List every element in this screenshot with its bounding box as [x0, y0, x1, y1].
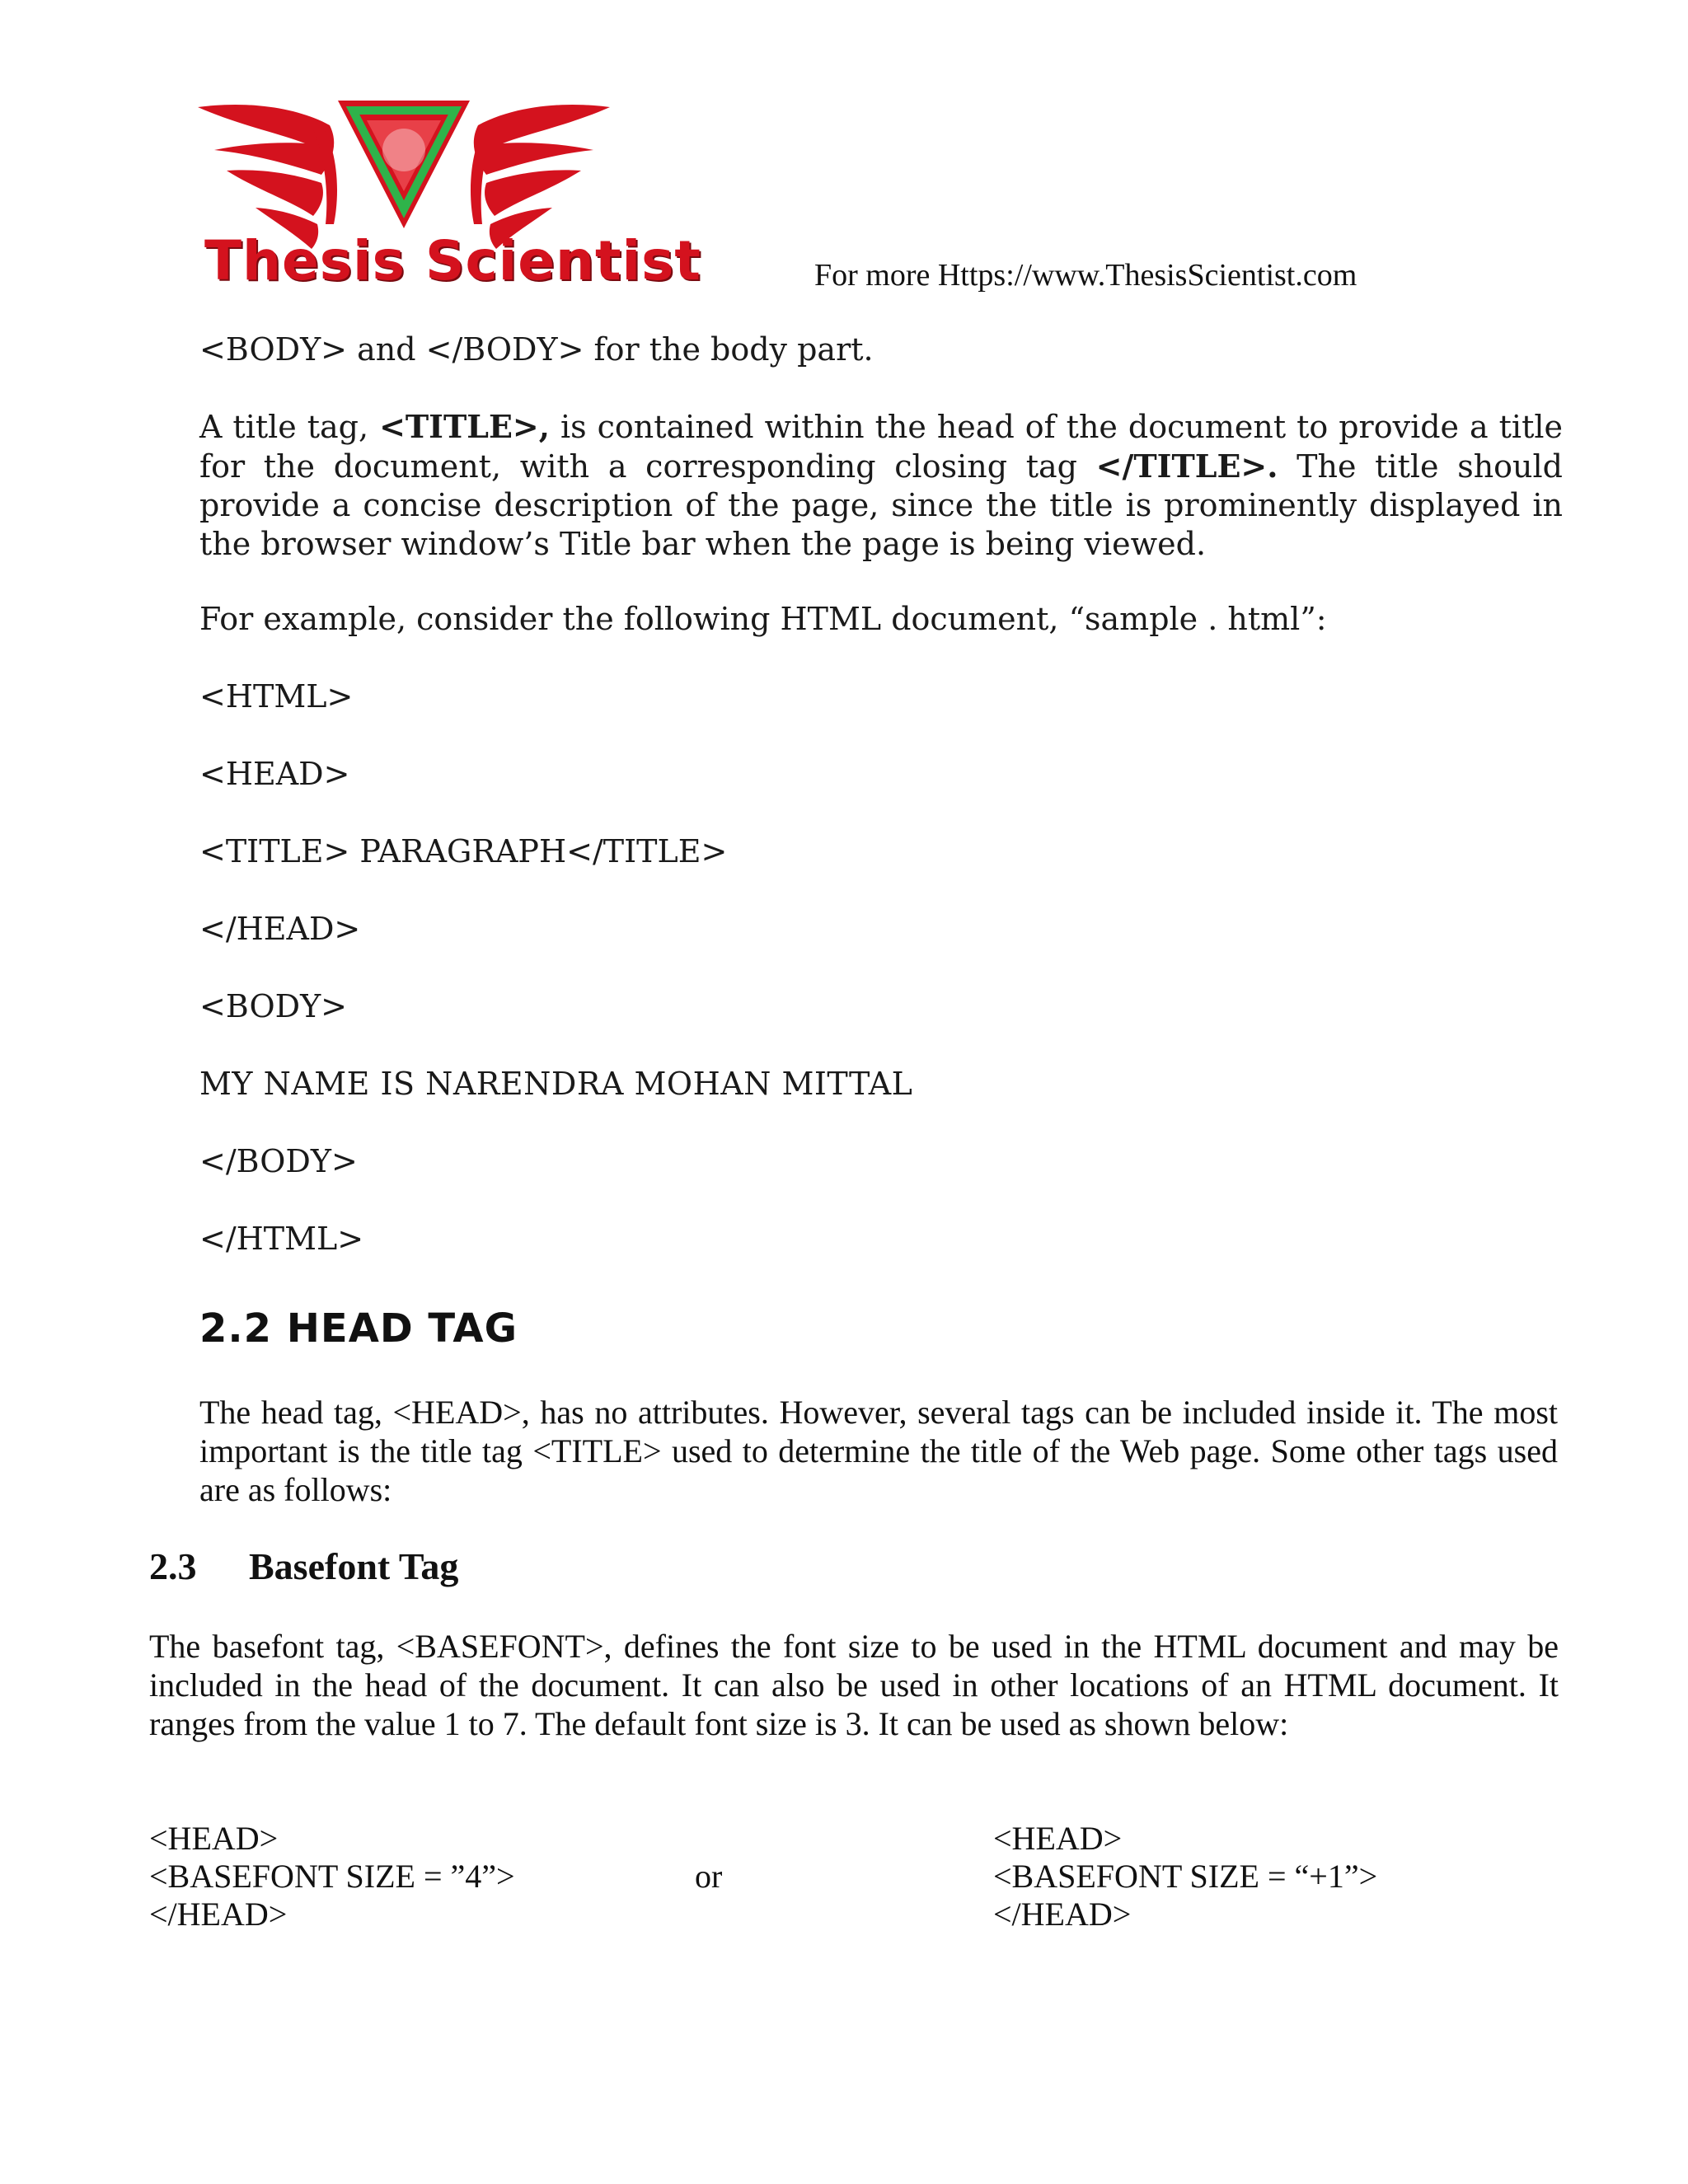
title-para-text-3: The title should provide a concise description of the page, since the title is prominently displayed in the browser window’s Title bar when the page is being viewed.: [199, 448, 1563, 562]
example-left-line-2: <BASEFONT SIZE = ”4”>: [149, 1858, 515, 1895]
example-intro: For example, consider the following HTML document, “sample . html”:: [199, 601, 1327, 637]
code-line-html-close: </HTML>: [199, 1221, 364, 1257]
example-right-column: [993, 1820, 1377, 1933]
body-part-line: <BODY> and </BODY> for the body part.: [199, 331, 874, 368]
code-line-head-close: </HEAD>: [199, 911, 361, 947]
title-open-tag-bold: <TITLE>,: [379, 408, 550, 445]
header-website-link[interactable]: For more Https://www.ThesisScientist.com: [814, 258, 1357, 293]
title-para-text-1: A title tag,: [199, 409, 380, 445]
code-line-body-close: </BODY>: [199, 1143, 358, 1179]
section-number-2-3: 2.3: [149, 1545, 197, 1587]
example-left-column: [149, 1820, 515, 1933]
title-para-text-2: is contained within the head of the document to provide a title for the document, with a corresponding closing tag: [199, 409, 1563, 485]
left-wing-icon: [198, 105, 337, 249]
example-left-line-1: <HEAD>: [149, 1820, 279, 1857]
code-line-title: <TITLE> PARAGRAPH</TITLE>: [199, 833, 728, 869]
example-or-label: or: [695, 1858, 723, 1895]
code-line-body-content: MY NAME IS NARENDRA MOHAN MITTAL: [199, 1066, 913, 1102]
example-right-line-3: </HEAD>: [993, 1896, 1132, 1933]
title-close-tag-bold: </TITLE>.: [1095, 448, 1278, 485]
triangle-emblem-icon: [338, 101, 470, 228]
right-wing-icon: [471, 105, 610, 249]
logo-wordmark: Thesis Scientist: [204, 229, 701, 293]
example-left-line-3: </HEAD>: [149, 1896, 288, 1933]
code-line-head-open: <HEAD>: [199, 756, 350, 792]
section-heading-head-tag: 2.2 HEAD TAG: [199, 1305, 518, 1352]
code-line-body-open: <BODY>: [199, 988, 348, 1024]
basefont-paragraph: The basefont tag, <BASEFONT>, defines the font size to be used in the HTML document and may be included in the head of the document. It can also be used in other locations of an HTML document. It ranges from the value 1 to 7. The default font size is 3. It can be used as shown below:: [149, 1628, 1559, 1742]
example-right-line-1: <HEAD>: [993, 1820, 1123, 1857]
head-tag-paragraph: The head tag, <HEAD>, has no attributes. However, several tags can be included inside it. The most important is the title tag <TITLE> used to determine the title of the Web page. Some other tags used are as follows:: [199, 1394, 1558, 1508]
title-tag-paragraph: [199, 407, 1563, 564]
example-right-line-2: <BASEFONT SIZE = “+1”>: [993, 1858, 1378, 1895]
section-heading-basefont-tag: Basefont Tag: [249, 1545, 459, 1587]
code-line-html-open: <HTML>: [199, 678, 354, 715]
